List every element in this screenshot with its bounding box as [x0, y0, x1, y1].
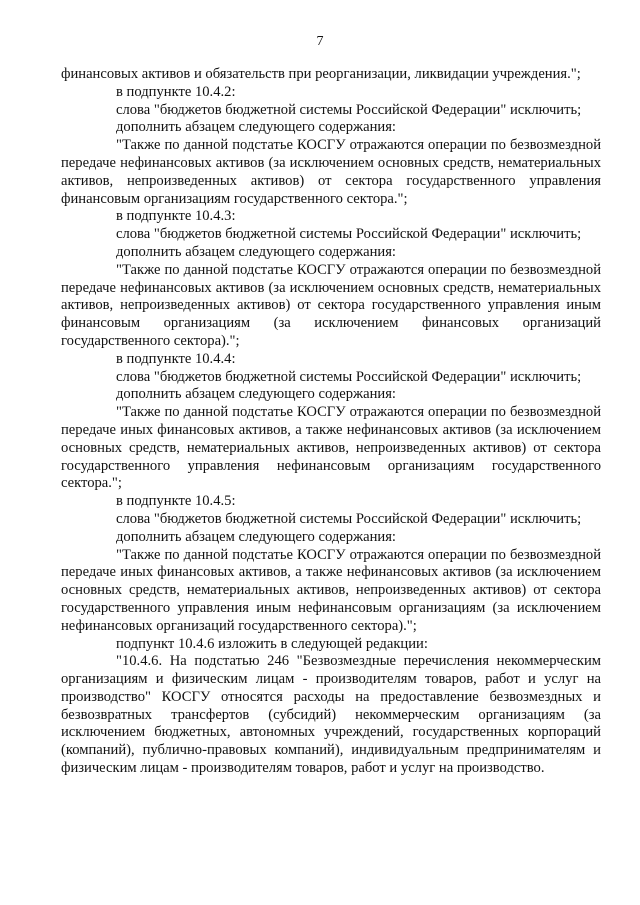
- paragraph: "Также по данной подстатье КОСГУ отражаются операции по безвозмездной передаче нефинансовых активов (за исключением основных средств, нематериальных активов, непроизведенных активов) от сектора государственного управления финансовым организациям государственного сектора.";: [61, 137, 601, 207]
- paragraph: слова "бюджетов бюджетной системы Российской Федерации" исключить;: [116, 510, 582, 527]
- paragraph: финансовых активов и обязательств при реорганизации, ликвидации учреждения.";: [61, 66, 581, 82]
- paragraph: "10.4.6. На подстатью 246 "Безвозмездные перечисления некоммерческим организациям и физическим лицам - производителям товаров, работ и услуг на производство" КОСГУ относятся расходы на предоставление безвозмездных и безвозвратных трансфертов (субсидий) некоммерческим организациям (за исключением бюджетных, автономных учреждений, государственных корпораций (компаний), публично-правовых компаний), индивидуальным предпринимателям и физическим лицам - производителям товаров, работ и услуг на производство.: [61, 653, 601, 777]
- paragraph: в подпункте 10.4.4:: [116, 350, 236, 367]
- paragraph: в подпункте 10.4.3:: [116, 208, 236, 225]
- paragraph: "Также по данной подстатье КОСГУ отражаются операции по безвозмездной передаче иных финансовых активов, а также нефинансовых активов (за исключением основных средств, нематериальных активов, непроизведенных активов) от сектора государственного управления нефинансовым организациям государственного сектора.";: [61, 404, 601, 492]
- paragraph: в подпункте 10.4.5:: [116, 493, 236, 510]
- document-body: [61, 66, 601, 778]
- paragraph: в подпункте 10.4.2:: [116, 83, 236, 100]
- page-number: 7: [316, 34, 324, 49]
- paragraph: подпункт 10.4.6 изложить в следующей редакции:: [116, 635, 428, 652]
- paragraph: дополнить абзацем следующего содержания:: [116, 119, 396, 136]
- paragraph: "Также по данной подстатье КОСГУ отражаются операции по безвозмездной передаче нефинансовых активов (за исключением основных средств, нематериальных активов, непроизведенных активов) от сектора государственного управления иным финансовым организациям (за исключением финансовых организаций государственного сектора).";: [61, 261, 601, 349]
- paragraph: "Также по данной подстатье КОСГУ отражаются операции по безвозмездной передаче иных финансовых активов, а также нефинансовых активов (за исключением основных средств, нематериальных активов, непроизведенных активов) от сектора государственного управления иным нефинансовым организациям (за исключением нефинансовых организаций государственного сектора).";: [61, 546, 601, 634]
- paragraph: слова "бюджетов бюджетной системы Российской Федерации" исключить;: [116, 226, 582, 243]
- paragraph: слова "бюджетов бюджетной системы Российской Федерации" исключить;: [116, 101, 582, 118]
- paragraph: слова "бюджетов бюджетной системы Российской Федерации" исключить;: [116, 368, 582, 385]
- paragraph: дополнить абзацем следующего содержания:: [116, 386, 396, 403]
- paragraph: дополнить абзацем следующего содержания:: [116, 528, 396, 545]
- paragraph: дополнить абзацем следующего содержания:: [116, 243, 396, 260]
